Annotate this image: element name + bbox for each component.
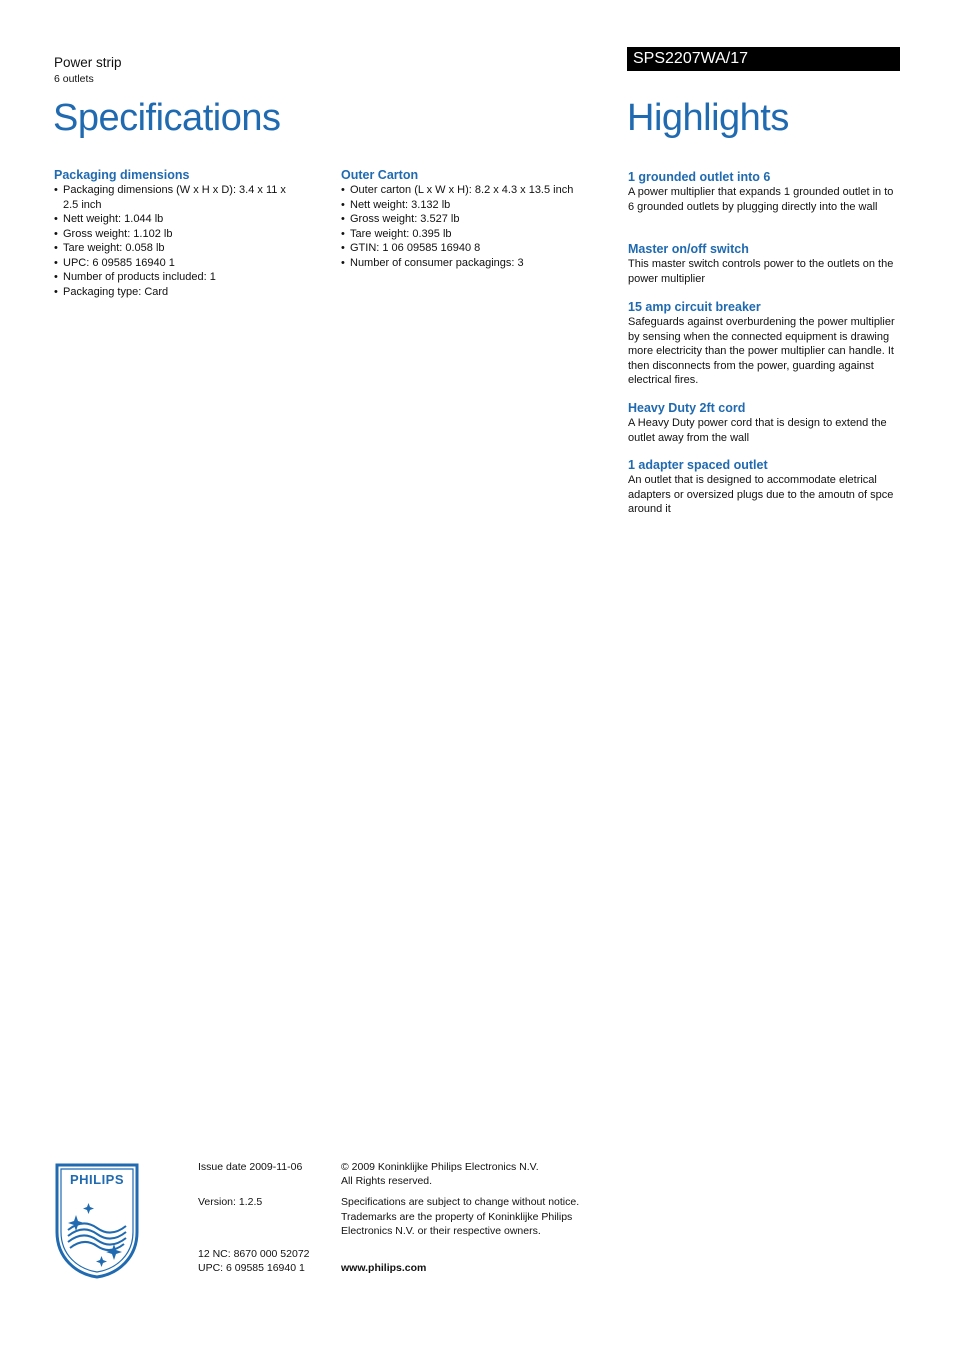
footer-upc: UPC: 6 09585 16940 1 (198, 1262, 305, 1274)
packaging-dimensions-list (54, 183, 294, 299)
highlight-circuit-breaker (628, 300, 900, 388)
highlight-heading: Master on/off switch (628, 242, 749, 256)
highlight-heavy-duty-cord (628, 401, 900, 445)
outer-carton-list (341, 183, 611, 270)
copyright: © 2009 Koninklijke Philips Electronics N.V. (341, 1161, 539, 1173)
highlights-title: Highlights (627, 97, 789, 139)
list-item: • Nett weight: 3.132 lb (341, 198, 611, 213)
list-item: • Number of consumer packagings: 3 (341, 256, 611, 271)
highlight-text: An outlet that is designed to accommodate eletrical adapters or oversized plugs due to the amoutn of spce around it (628, 474, 894, 515)
list-item: • UPC: 6 09585 16940 1 (54, 256, 294, 271)
philips-logo-text: PHILIPS (69, 1172, 125, 1187)
product-category: Power strip (54, 55, 122, 70)
list-item: • Gross weight: 3.527 lb (341, 212, 611, 227)
highlight-text: A power multiplier that expands 1 grounded outlet in to 6 grounded outlets by plugging directly into the wall (628, 186, 894, 213)
list-item: • Outer carton (L x W x H): 8.2 x 4.3 x 13.5 inch (341, 183, 611, 198)
highlight-heading: 1 adapter spaced outlet (628, 458, 768, 472)
highlight-heading: 15 amp circuit breaker (628, 300, 761, 314)
list-item: • Tare weight: 0.395 lb (341, 227, 611, 242)
outer-carton-section (341, 168, 611, 270)
list-item: • Packaging type: Card (54, 285, 294, 300)
list-item: • Nett weight: 1.044 lb (54, 212, 294, 227)
highlight-grounded-outlet (628, 170, 900, 214)
highlight-adapter-outlet (628, 458, 900, 517)
highlight-text: Safeguards against overburdening the power multiplier by sensing when the connected equipment is drawing more electricity than the power multiplier can handle. It then disconnects from the power, guarding against electrical fires. (628, 316, 895, 386)
philips-logo (54, 1162, 140, 1280)
model-number-bar: SPS2207WA/17 (627, 47, 900, 71)
list-item: • Tare weight: 0.058 lb (54, 241, 294, 256)
packaging-dimensions-section (54, 168, 294, 299)
highlight-text: A Heavy Duty power cord that is design to extend the outlet away from the wall (628, 417, 887, 444)
product-subcategory: 6 outlets (54, 73, 94, 85)
specifications-title: Specifications (53, 97, 281, 139)
list-item: • Number of products included: 1 (54, 270, 294, 285)
list-item: • Gross weight: 1.102 lb (54, 227, 294, 242)
rights-reserved: All Rights reserved. (341, 1175, 433, 1187)
website-link[interactable]: www.philips.com (341, 1262, 427, 1274)
disclaimer: Specifications are subject to change without notice. Trademarks are the property of Koninklijke Philips Electronics N.V. or their respective owners. (341, 1196, 580, 1237)
twelve-nc: 12 NC: 8670 000 52072 (198, 1248, 310, 1260)
list-item: • Packaging dimensions (W x H x D): 3.4 x 11 x 2.5 inch (54, 183, 294, 212)
highlight-heading: 1 grounded outlet into 6 (628, 170, 771, 184)
highlight-master-switch (628, 242, 900, 286)
issue-date: Issue date 2009-11-06 (198, 1161, 303, 1173)
highlight-heading: Heavy Duty 2ft cord (628, 401, 746, 415)
version: Version: 1.2.5 (198, 1196, 263, 1208)
highlight-text: This master switch controls power to the outlets on the power multiplier (628, 258, 894, 285)
outer-carton-heading: Outer Carton (341, 168, 419, 182)
packaging-dimensions-heading: Packaging dimensions (54, 168, 190, 182)
list-item: • GTIN: 1 06 09585 16940 8 (341, 241, 611, 256)
